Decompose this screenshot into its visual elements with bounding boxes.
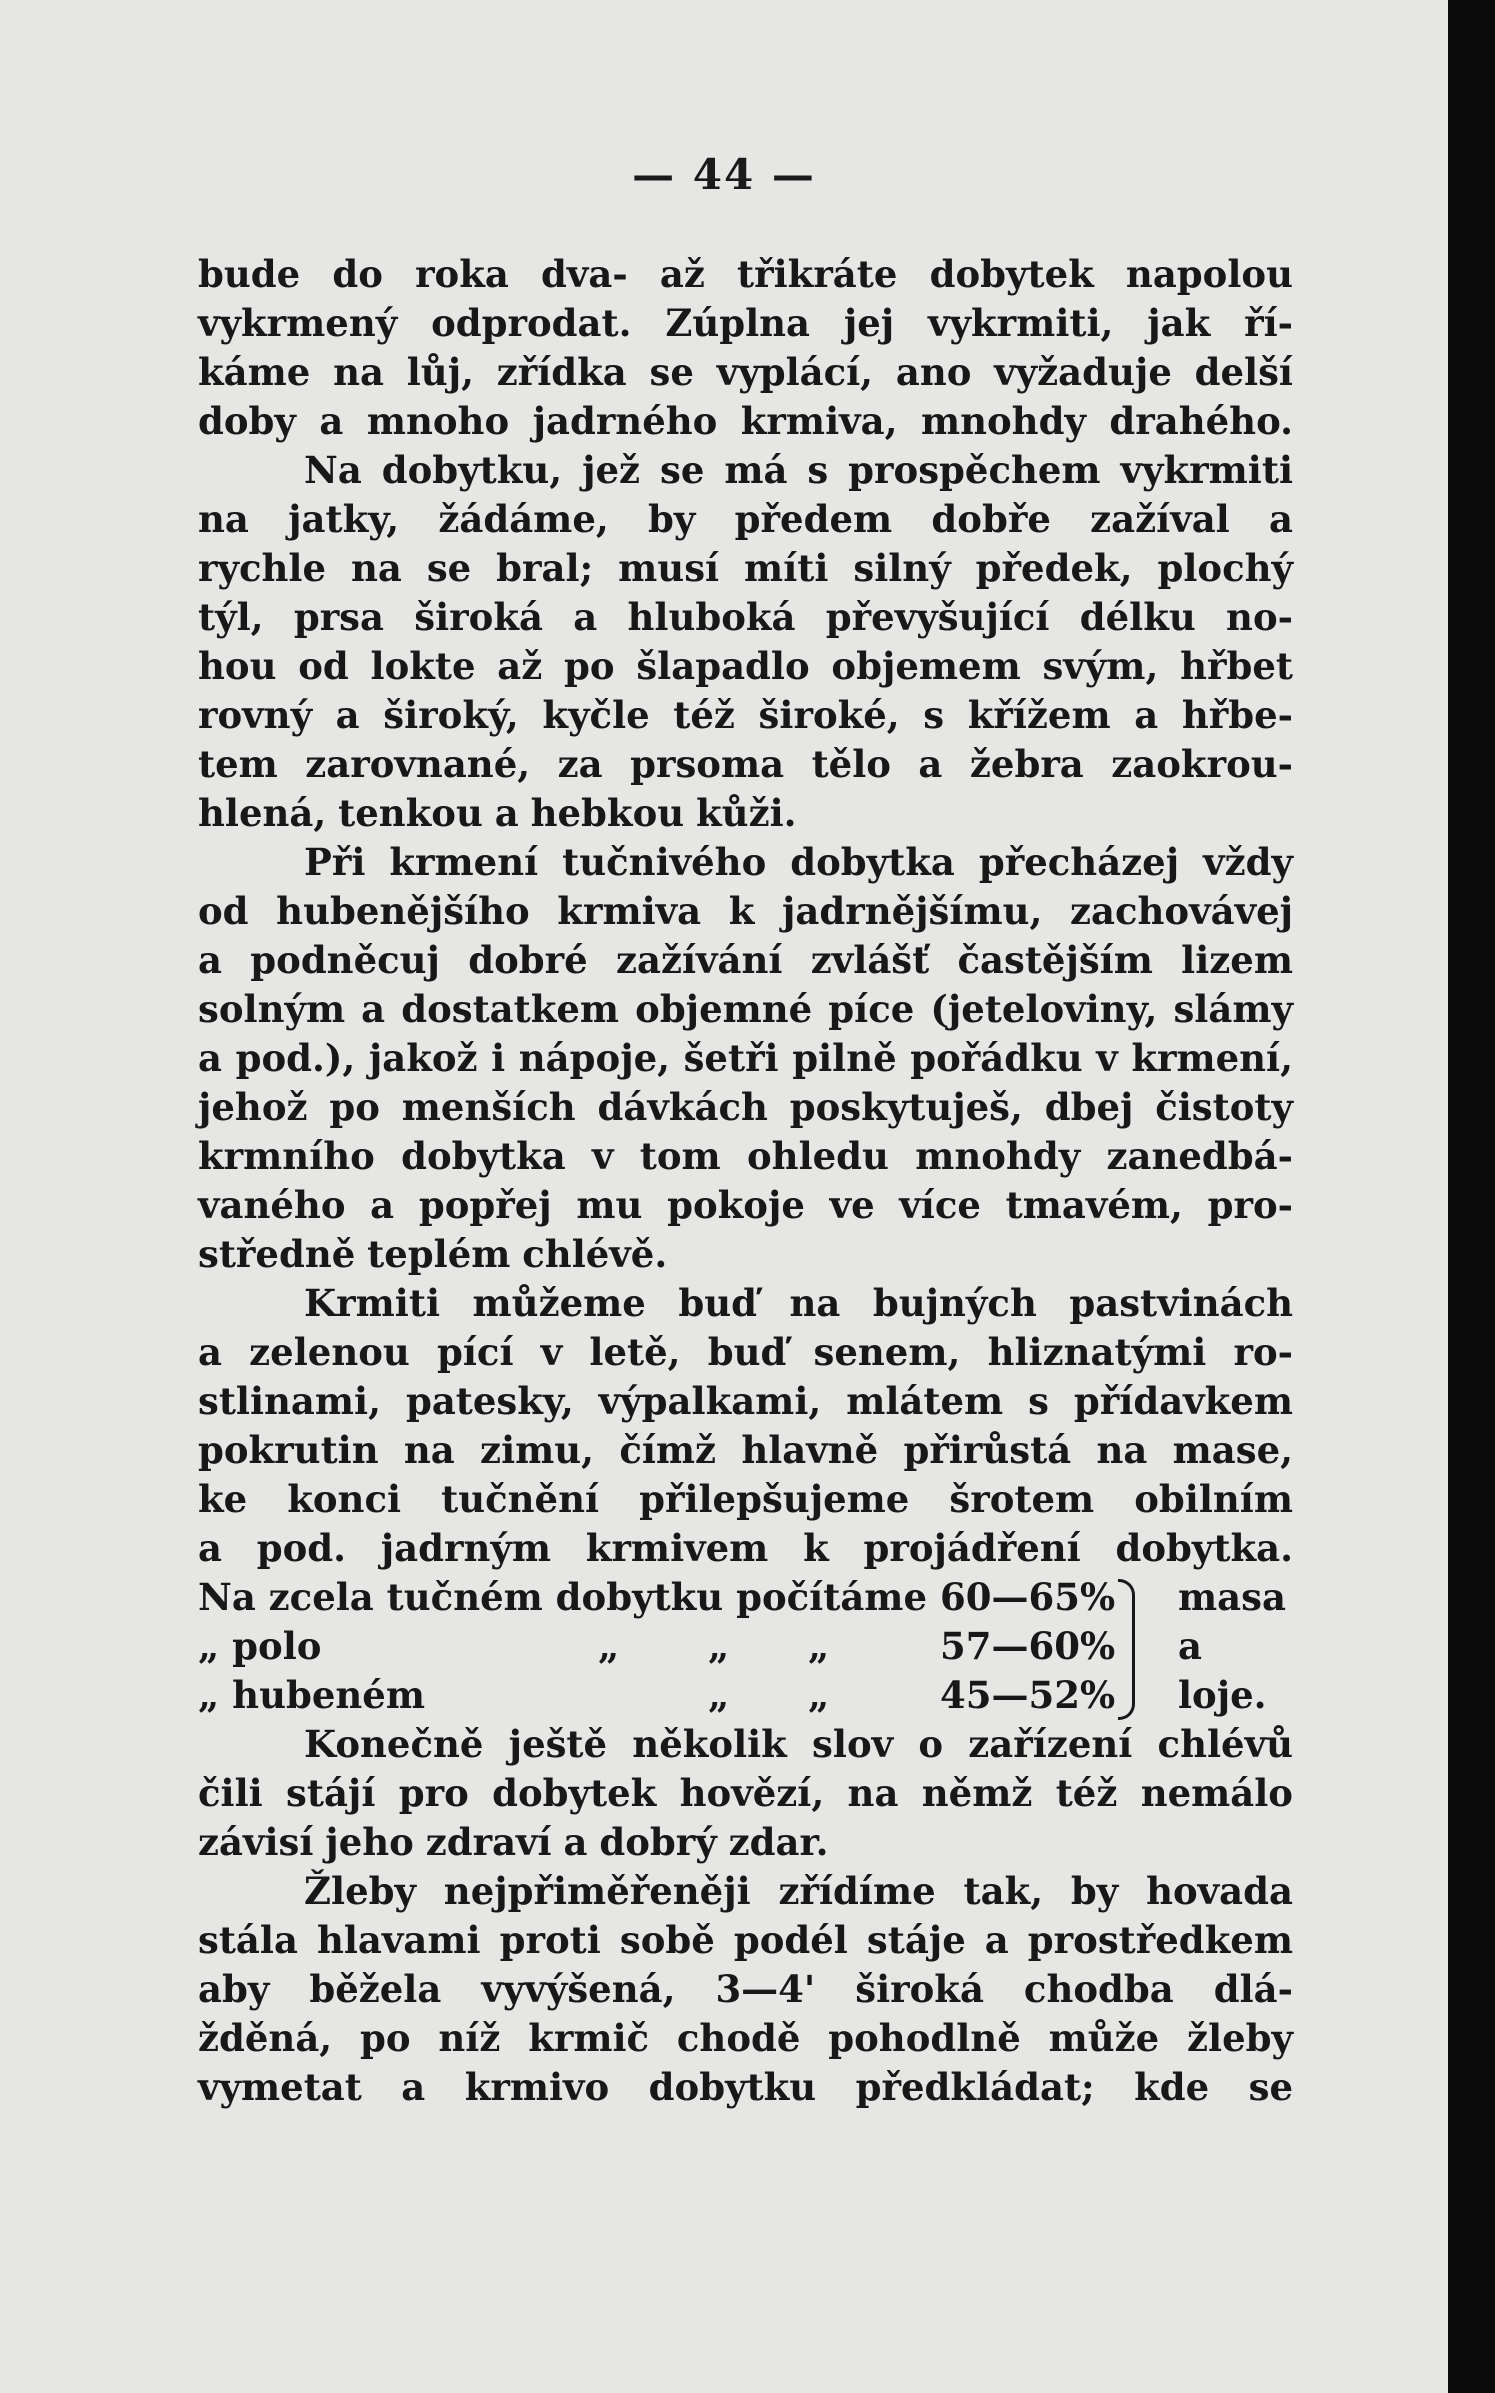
row-category: a	[1178, 1624, 1202, 1668]
row-percentage: 45—52%	[940, 1673, 1116, 1717]
row-label: Na zcela tučném dobytku počítáme	[198, 1575, 927, 1619]
text-line: žděná, po níž krmič chodě pohodlně může žleby	[198, 2016, 1293, 2060]
text-line: týl, prsa široká a hluboká převyšující délku no-	[198, 595, 1293, 639]
text-line: rovný a široký, kyčle též široké, s křížem a hřbe-	[198, 693, 1293, 737]
scan-border	[1448, 0, 1495, 2393]
text-line: vymetat a krmivo dobytku předkládat; kde se	[198, 2065, 1293, 2109]
page-number: — 44 —	[632, 150, 816, 199]
text-line: doby a mnoho jadrného krmiva, mnohdy drahého.	[198, 399, 1293, 443]
row-category: loje.	[1178, 1673, 1267, 1717]
text-line: stlinami, patesky, výpalkami, mlátem s přídavkem	[198, 1379, 1293, 1423]
text-line: jehož po menších dávkách poskytuješ, dbej čistoty	[198, 1085, 1293, 1129]
row-label: „ polo	[198, 1624, 322, 1668]
text-line: a pod. jadrným krmivem k projádření dobytka.	[198, 1526, 1293, 1570]
text-line: Na dobytku, jež se má s prospěchem vykrmiti	[304, 448, 1293, 492]
text-line: Krmiti můžeme buď na bujných pastvinách	[304, 1281, 1293, 1325]
text-line: od hubenějšího krmiva k jadrnějšímu, zachovávej	[198, 889, 1293, 933]
ditto-mark: „	[598, 1624, 620, 1668]
text-line: pokrutin na zimu, čímž hlavně přirůstá na mase,	[198, 1428, 1293, 1472]
text-line: hou od lokte až po šlapadlo objemem svým, hřbet	[198, 644, 1293, 688]
ditto-mark: „	[708, 1624, 730, 1668]
text-line: závisí jeho zdraví a dobrý zdar.	[198, 1820, 829, 1864]
yield-table	[198, 1573, 1293, 1720]
text-line: aby běžela vyvýšená, 3—4' široká chodba dlá-	[198, 1967, 1293, 2011]
text-line: a pod.), jakož i nápoje, šetři pilně pořádku v krmení,	[198, 1036, 1293, 1080]
text-line: a podněcuj dobré zažívání zvlášť častějším lizem	[198, 938, 1293, 982]
text-line: Při krmení tučnivého dobytka přecházej vždy	[304, 840, 1293, 884]
text-line: vaného a popřej mu pokoje ve více tmavém, pro-	[198, 1183, 1293, 1227]
text-line: krmního dobytka v tom ohledu mnohdy zanedbá-	[198, 1134, 1293, 1178]
text-line: hlená, tenkou a hebkou kůži.	[198, 791, 797, 835]
ditto-mark: „	[808, 1673, 830, 1717]
text-line: vykrmený odprodat. Zúplna jej vykrmiti, jak ří-	[198, 301, 1293, 345]
row-percentage: 57—60%	[940, 1624, 1116, 1668]
text-line: káme na lůj, zřídka se vyplácí, ano vyžaduje delší	[198, 350, 1293, 394]
text-lines-upper	[198, 250, 1293, 1573]
ditto-mark: „	[708, 1673, 730, 1717]
text-line: a zelenou pící v letě, buď senem, hliznatými ro-	[198, 1330, 1293, 1374]
text-lines-lower	[198, 1720, 1293, 2112]
text-line: středně teplém chlévě.	[198, 1232, 668, 1276]
text-line: stála hlavami proti sobě podél stáje a prostředkem	[198, 1918, 1293, 1962]
text-line: rychle na se bral; musí míti silný předek, plochý	[198, 546, 1293, 590]
text-line: čili stájí pro dobytek hovězí, na němž též nemálo	[198, 1771, 1293, 1815]
row-label: „ hubeném	[198, 1673, 425, 1717]
row-category: masa	[1178, 1575, 1286, 1619]
text-line: Konečně ještě několik slov o zařízení chlévů	[304, 1722, 1293, 1766]
curly-brace	[1118, 1579, 1135, 1720]
body-text	[198, 250, 1293, 2112]
text-line: ke konci tučnění přilepšujeme šrotem obilním	[198, 1477, 1293, 1521]
text-line: solným a dostatkem objemné píce (jeteloviny, slámy	[198, 987, 1293, 1031]
row-percentage: 60—65%	[940, 1575, 1116, 1619]
text-line: tem zarovnané, za prsoma tělo a žebra zaokrou-	[198, 742, 1293, 786]
text-line: bude do roka dva- až třikráte dobytek napolou	[198, 252, 1293, 296]
text-line: na jatky, žádáme, by předem dobře zažíval a	[198, 497, 1293, 541]
text-line: Žleby nejpřiměřeněji zřídíme tak, by hovada	[304, 1869, 1293, 1913]
ditto-mark: „	[808, 1624, 830, 1668]
